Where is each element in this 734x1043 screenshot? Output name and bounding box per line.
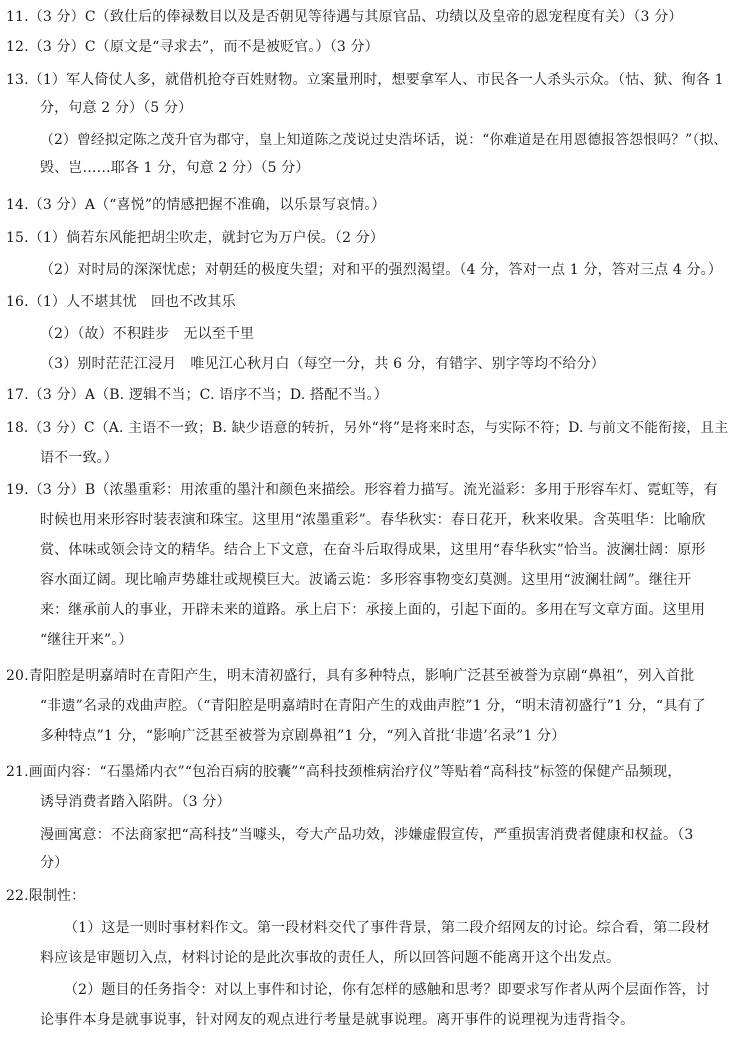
answer-13-line-2: 分，句意 2 分）（5 分）: [40, 100, 193, 116]
answer-14: 14.（3 分）A（“喜悦”的情感把握不准确，以乐景写哀情。）: [6, 197, 386, 213]
answer-20-line-2: “非遗”名录的戏曲声腔。（“青阳腔是明嘉靖时在青阳产生的戏曲声腔”1 分，“明末清初盛行”1 分，“具有了: [40, 698, 706, 714]
answer-16-2-part-b: 无以至千里: [183, 326, 255, 342]
answer-19-line-4: 容水面辽阔。现比喻声势雄壮或规模巨大。波谲云诡：多形容事物变幻莫测。这里用“波澜壮阔”。继往开: [40, 572, 692, 588]
answer-19-line-2: 时候也用来形容时装表演和珠宝。这里用“浓墨重彩”。春华秋实：春日花开，秋来收果。含英咀华：比喻欣: [40, 512, 706, 528]
answer-16-line-2: [40, 324, 724, 344]
answer-22-line-1: （1）这是一则时事材料作文。第一段材料交代了事件背景，第二段介绍网友的讨论。综合看，第二段材: [64, 920, 710, 936]
answer-22-line-2: 料应该是审题切入点，材料讨论的是此次事故的责任人，所以回答问题不能离开这个出发点。: [40, 950, 621, 966]
answer-21-line-4: 分）: [40, 855, 69, 871]
answer-13-line-3: （2）曾经拟定陈之茂升官为郡守，皇上知道陈之茂说过史浩坏话，说：“你难道是在用恩德报答怨恨吗？”（拟、: [40, 132, 728, 148]
answer-20-line-1: 20.青阳腔是明嘉靖时在青阳产生，明末清初盛行，具有多种特点，影响广泛甚至被誉为京剧“鼻祖”，列入首批: [6, 668, 695, 684]
answer-16-3-part-b: 唯见江心秋月白（每空一分，共 6 分，有错字、别字等均不给分）: [190, 356, 605, 372]
answer-13-line-4: 毁、岂……耶各 1 分，句意 2 分）（5 分）: [40, 160, 310, 176]
answer-11: 11.（3 分）C（致仕后的俸禄数目以及是否朝见等待遇与其原官品、功绩以及皇帝的恩宠程度有关）（3 分）: [6, 9, 683, 25]
answer-16-1-part-b: 回也不改其乐: [150, 294, 236, 310]
answer-17: 17.（3 分）A（B. 逻辑不当；C. 语序不当；D. 搭配不当。）: [6, 387, 388, 403]
answer-21-line-2: 诱导消费者踏入陷阱。（3 分）: [40, 794, 231, 810]
answer-22-line-3: （2）题目的任务指令：对以上事件和讨论，你有怎样的感触和思考？即要求写作者从两个层面作答，讨: [64, 982, 710, 998]
answer-18-line-2: 语不一致。）: [40, 450, 118, 466]
answer-22-heading: 22.限制性：: [6, 888, 86, 904]
answer-16-3-part-a: （3）别时茫茫江浸月: [40, 356, 177, 372]
answer-19-line-1: 19.（3 分）B（浓墨重彩：用浓重的墨汁和颜色来描绘。形容着力描写。流光溢彩：多用于形容车灯、霓虹等，有: [6, 482, 718, 498]
answer-15-line-2: （2）对时局的深深忧虑；对朝廷的极度失望；对和平的强烈渴望。（4 分，答对一点 1 分，答对三点 4 分。）: [40, 262, 722, 278]
answer-16-line-3: [40, 354, 724, 374]
answer-13-line-1: 13.（1）军人倚仗人多，就借机抢夺百姓财物。立案量刑时，想要拿军人、市民各一人杀头示众。（怙、狱、徇各 1: [6, 72, 724, 88]
answer-19-line-5: 来：继承前人的事业，开辟未来的道路。承上启下：承接上面的，引起下面的。多用在写文章方面。这里用: [40, 602, 706, 618]
answer-21-line-3: 漫画寓意：不法商家把“高科技”当噱头，夸大产品功效，涉嫌虚假宣传，严重损害消费者健康和权益。（3: [40, 827, 694, 843]
answer-18-line-1: 18.（3 分）C（A. 主语不一致；B. 缺少语意的转折，另外“将”是将来时态，与实际不符；D. 与前文不能衔接，且主: [6, 420, 729, 436]
answer-22-line-4: 论事件本身是就事说事，针对网友的观点进行考量是就事说理。离开事件的说理视为违背指令。: [40, 1012, 635, 1028]
answer-19-line-6: “继往开来”。）: [40, 632, 133, 648]
answer-21-line-1: 21.画面内容：“石墨烯内衣”“包治百病的胶囊”“高科技颈椎病治疗仪”等贴着“高科技”标签的保健产品频现，: [6, 764, 682, 780]
answer-15-line-1: 15.（1）倘若东风能把胡尘吹走，就封它为万户侯。（2 分）: [6, 230, 385, 246]
answer-16-1-part-a: 16.（1）人不堪其忧: [6, 294, 137, 310]
answer-20-line-3: 多种特点”1 分，“影响广泛甚至被誉为京剧鼻祖”1 分，“列入首批‘非遗’名录”1 分）: [40, 728, 566, 744]
answer-16-2-part-a: （2）（故）不积跬步: [40, 326, 170, 342]
answer-16-line-1: [6, 292, 724, 312]
answer-19-line-3: 赏、体味或领会诗文的精华。结合上下文意，在奋斗后取得成果，这里用“春华秋实”恰当。波澜壮阔：原形: [40, 542, 706, 558]
answer-12: 12.（3 分）C（原文是“寻求去”，而不是被贬官。）（3 分）: [6, 39, 379, 55]
